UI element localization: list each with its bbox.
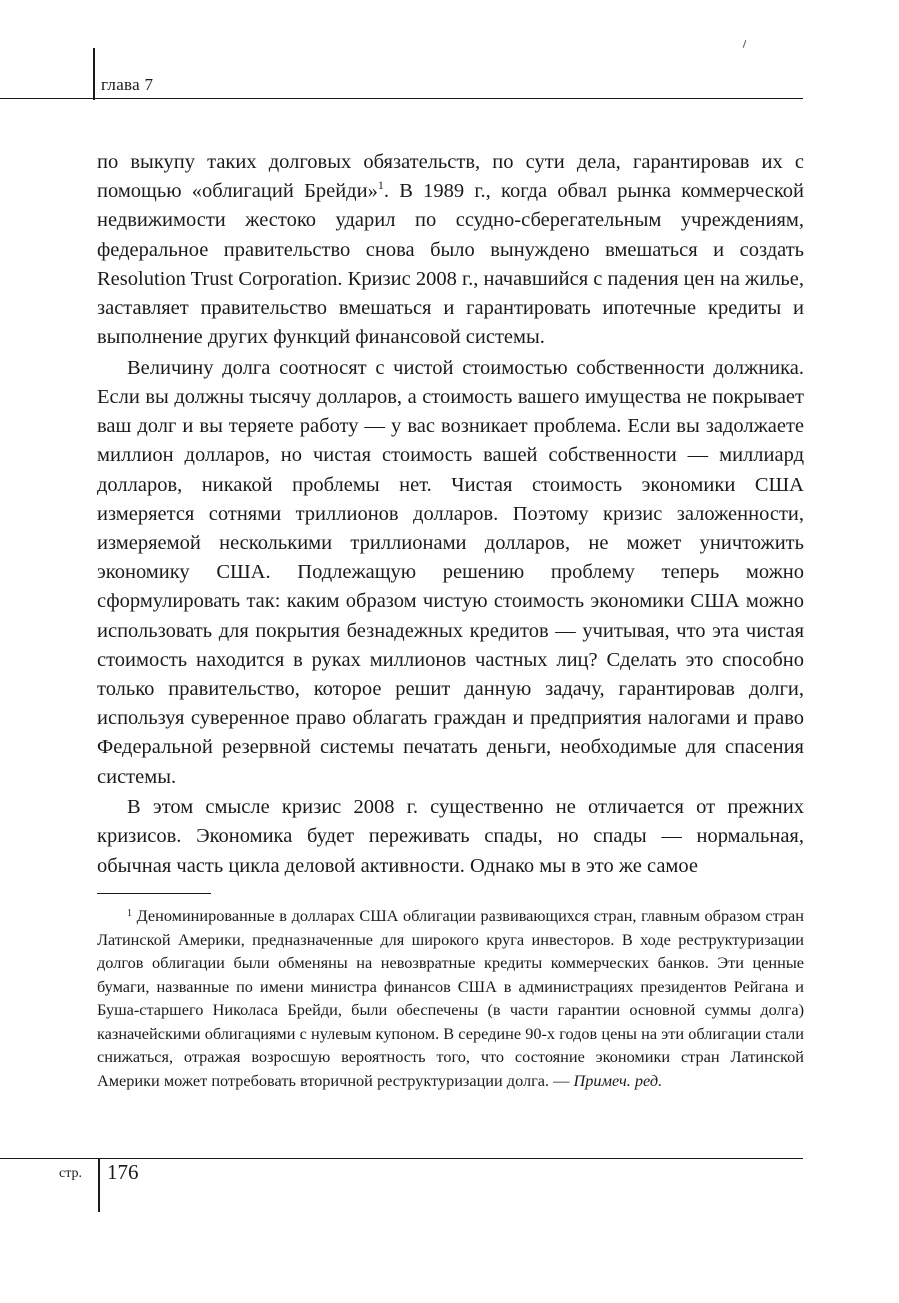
header-vertical-bar (93, 48, 95, 100)
footer-rule (0, 1158, 803, 1159)
header-rule (0, 98, 803, 99)
page-number: 176 (107, 1160, 139, 1184)
footnote (97, 904, 804, 1092)
body-text (97, 148, 804, 881)
footnote-reference: 1 (377, 178, 384, 193)
footnote-text: Деноминированные в долларах США облигации развивающихся стран, главным образом стран Латинской Америки, предназначенные для широкого круга инвесторов. В ходе реструктуризации долгов облигации были обменяны на невозвратные кредиты коммерческих банков. Эти ценные бумаги, названные по имени министра финансов США в администрациях президентов Рейгана и Буша-старшего Николаса Брейди, были обеспечены (в части гарантии основной суммы долга) казначейскими облигациями с нулевым купоном. В середине 90-х годов цены на эти облигации стали снижаться, отражая возросшую вероятность того, что состояние экономики стран Латинской Америки может потребовать вторичной реструктуризации долга. — (97, 906, 804, 1090)
footnote-editor-note: Примеч. ред. (573, 1070, 663, 1090)
paragraph-1-text-b: . В 1989 г., когда обвал рынка коммерческой недвижимости жестоко ударил по ссудно-сберегательным учреждениям, федеральное правительство снова было вынуждено вмешаться и создать Resolution Trust Corporation. Кризис 2008 г., начавшийся с падения цен на жилье, заставляет правительство вмешаться и гарантировать ипотечные кредиты и выполнение других функций финансовой системы. (97, 180, 804, 349)
paragraph-1 (97, 148, 804, 352)
scan-mark (743, 40, 747, 48)
chapter-label: глава 7 (101, 75, 154, 94)
footer-vertical-bar (98, 1158, 100, 1212)
paragraph-3: В этом смысле кризис 2008 г. существенно не отличается от прежних кризисов. Экономика будет переживать спады, но спады — нормальная, обычная часть цикла деловой активности. Однако мы в это же самое (97, 796, 804, 877)
paragraph-2: Величину долга соотносят с чистой стоимостью собственности должника. Если вы должны тысячу долларов, а стоимость вашего имущества не покрывает ваш долг и вы теряете работу — у вас возникает проблема. Если вы задолжаете миллион долларов, но чистая стоимость вашей собственности — миллиард долларов, никакой проблемы нет. Чистая стоимость экономики США измеряется сотнями триллионов долларов. Поэтому кризис заложенности, измеряемой несколькими триллионами долларов, не может уничтожить экономику США. Подлежащую решению проблему теперь можно сформулировать так: каким образом чистую стоимость экономики США можно использовать для покрытия безнадежных кредитов — учитывая, что эта чистая стоимость находится в руках миллионов частных лиц? Сделать это способно только правительство, которое решит данную задачу, гарантировав долги, используя суверенное право облагать граждан и предприятия налогами и право Федеральной резервной системы печатать деньги, необходимые для спасения системы. (97, 356, 804, 788)
footnote-marker: 1 (127, 908, 132, 919)
paragraph-1-text-a: по выкупу таких долговых обязательств, по сути дела, гарантировав их с помощью «облигаций Брейди» (97, 151, 804, 203)
footnote-rule (97, 893, 211, 894)
page-label: стр. (59, 1166, 83, 1181)
